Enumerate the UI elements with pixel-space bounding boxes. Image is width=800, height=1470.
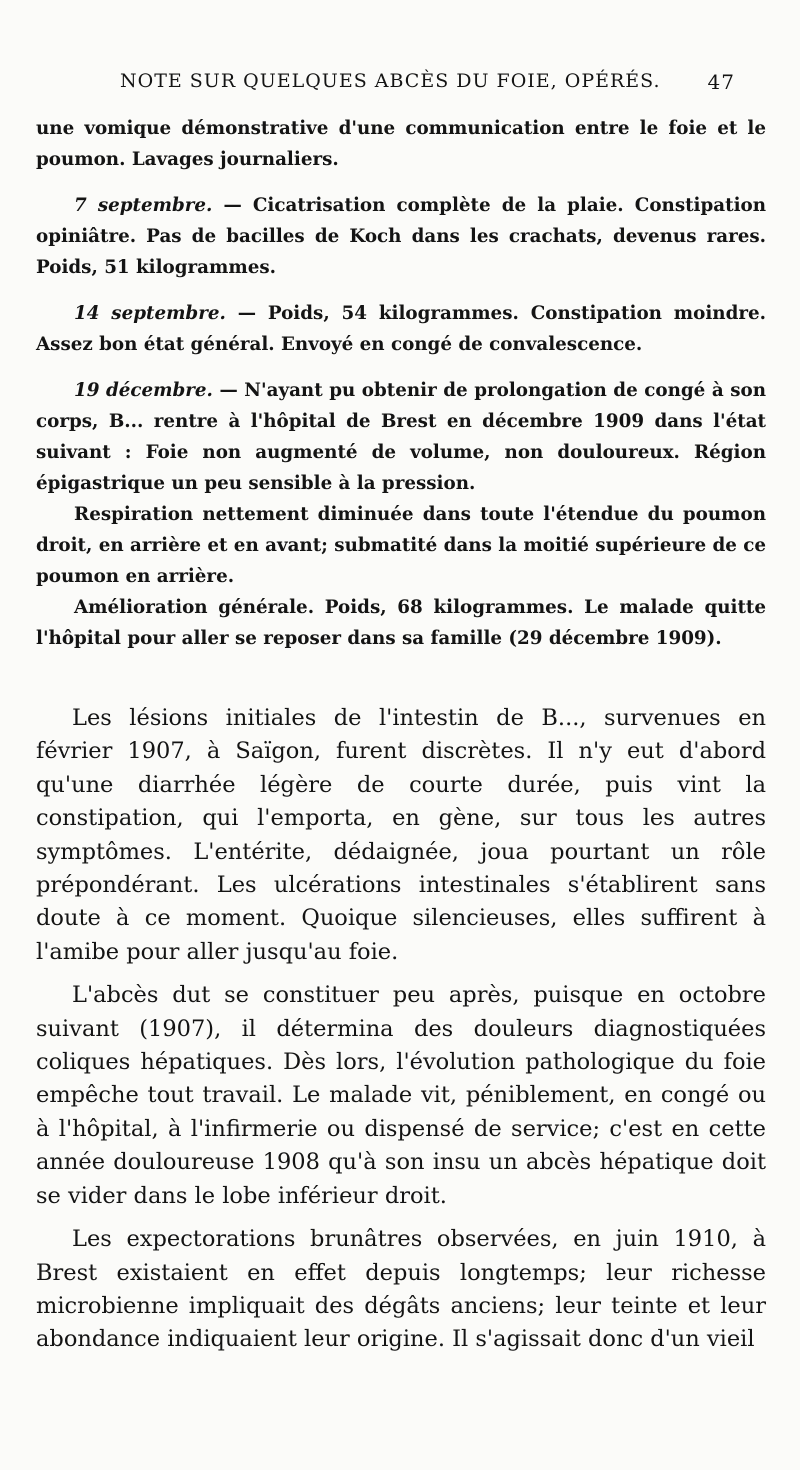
case-note-text: Respiration nettement diminuée dans toute l'étendue du poumon droit, en arrière et en avant; submatité dans la moitié supérieure de ce poumon en arrière. [36, 504, 766, 587]
case-note-text: Amélioration générale. Poids, 68 kilogrammes. Le malade quitte l'hôpital pour aller se reposer dans sa famille (29 décembre 1909). [36, 597, 766, 649]
case-note [36, 298, 766, 360]
running-title: NOTE SUR QUELQUES ABCÈS DU FOIE, OPÉRÉS. [120, 70, 661, 92]
case-note-date: 19 décembre. [74, 380, 213, 401]
case-note-text: — Poids, 54 kilogrammes. Constipation moindre. Assez bon état général. Envoyé en congé de convalescence. [36, 303, 766, 355]
case-note [36, 190, 766, 283]
case-notes [36, 113, 766, 654]
case-note-text: — Cicatrisation complète de la plaie. Constipation opiniâtre. Pas de bacilles de Koch dans les crachats, devenus rares. Poids, 51 kilogrammes. [36, 195, 766, 278]
case-note [36, 592, 766, 654]
case-note [36, 113, 766, 175]
case-note-text: une vomique démonstrative d'une communication entre le foie et le poumon. Lavages journaliers. [36, 118, 766, 170]
body-paragraph: Les expectorations brunâtres observées, en juin 1910, à Brest existaient en effet depuis longtemps; leur richesse microbienne impliquait des dégâts anciens; leur teinte et leur abondance indiquaient leur origine. Il s'agissait donc d'un vieil [36, 1226, 766, 1353]
case-note-text: — N'ayant pu obtenir de prolongation de congé à son corps, B... rentre à l'hôpital de Brest en décembre 1909 dans l'état suivant : Foie non augmenté de volume, non douloureux. Région épigastrique un peu sensible à la pression. [36, 380, 767, 494]
case-note [36, 375, 766, 499]
body-text [36, 702, 766, 1357]
case-note-date: 7 septembre. [74, 195, 213, 216]
page-header [120, 70, 735, 98]
case-note-date: 14 septembre. [74, 303, 226, 324]
case-note [36, 499, 766, 592]
page-number: 47 [707, 70, 735, 94]
body-paragraph: Les lésions initiales de l'intestin de B..., survenues en février 1907, à Saïgon, furent discrètes. Il n'y eut d'abord qu'une diarrhée légère de courte durée, puis vint la constipation, qui l'emporta, en gène, sur tous les autres symptômes. L'entérite, dédaignée, joua pourtant un rôle prépondérant. Les ulcérations intestinales s'établirent sans doute à ce moment. Quoique silencieuses, elles suffirent à l'amibe pour aller jusqu'au foie. [36, 705, 766, 965]
body-paragraph: L'abcès dut se constituer peu après, puisque en octobre suivant (1907), il détermina des douleurs diagnostiquées coliques hépatiques. Dès lors, l'évolution pathologique du foie empêche tout travail. Le malade vit, péniblement, en congé ou à l'hôpital, à l'infirmerie ou dispensé de service; c'est en cette année douloureuse 1908 qu'à son insu un abcès hépatique doit se vider dans le lobe inférieur droit. [36, 982, 766, 1209]
